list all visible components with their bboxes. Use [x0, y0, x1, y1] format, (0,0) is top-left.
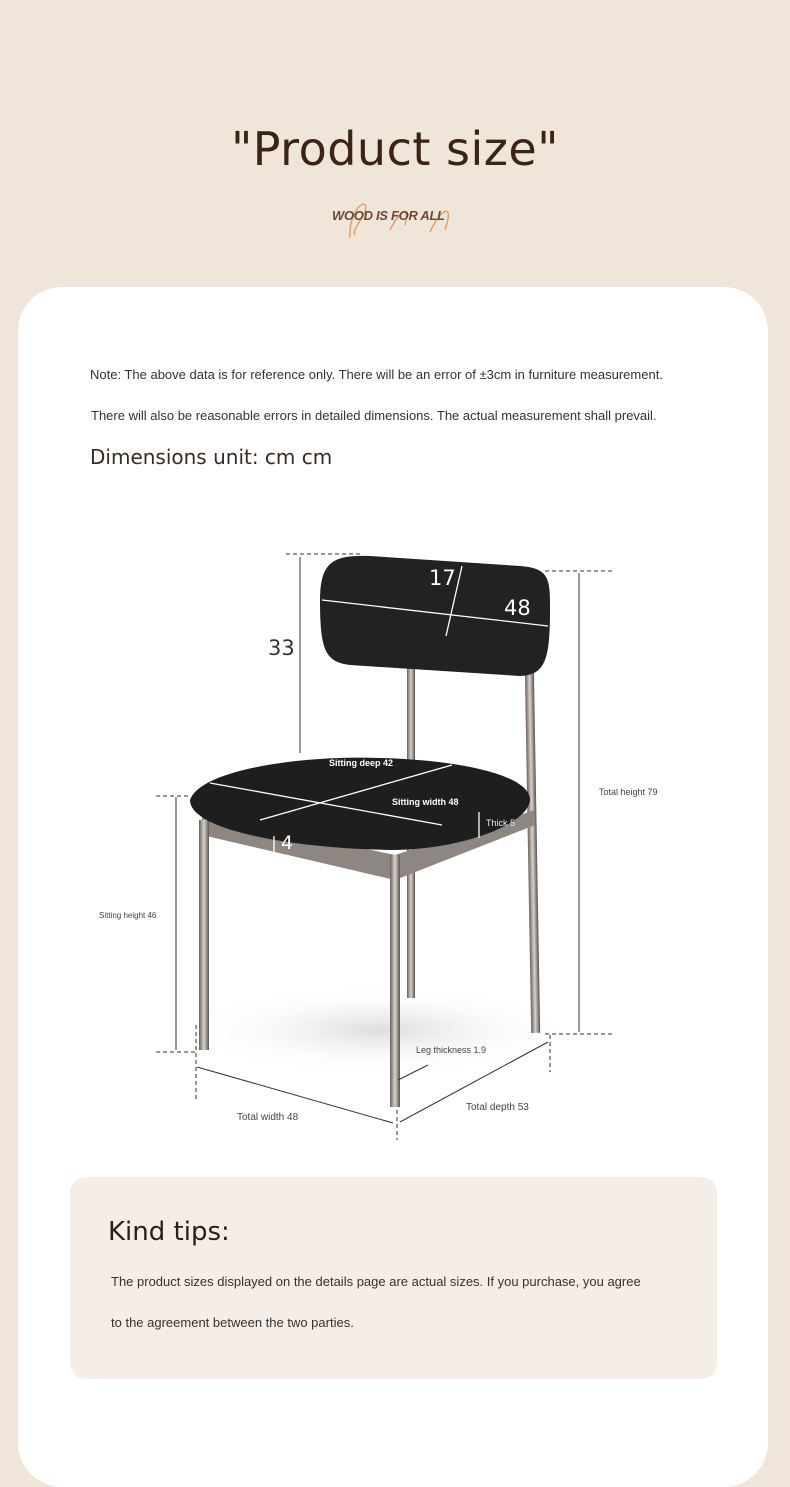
logo-text: WOOD IS FOR ALL	[332, 208, 445, 223]
sitting-height-label: Sitting height 46	[99, 911, 157, 920]
note-line-1: Note: The above data is for reference only. There will be an error of ±3cm in furniture measurement.	[90, 367, 663, 382]
total-depth-label: Total depth 53	[466, 1102, 529, 1113]
tips-title: Kind tips:	[108, 1217, 230, 1247]
front-left-leg	[199, 820, 209, 1050]
leg-thickness-label: Leg thickness 1.9	[416, 1045, 487, 1055]
total-width-label: Total width 48	[237, 1112, 299, 1123]
back-right-leg	[525, 665, 540, 1033]
note-line-2: There will also be reasonable errors in detailed dimensions. The actual measurement shall prevail.	[91, 408, 657, 423]
page-title: "Product size"	[231, 122, 559, 176]
sitting-deep-label: Sitting deep 42	[329, 758, 394, 768]
kind-tips-box	[70, 1177, 717, 1379]
front-right-leg	[390, 855, 400, 1107]
floor-shadow	[180, 985, 580, 1075]
tips-line-2: to the agreement between the two parties.	[111, 1315, 354, 1330]
backrest-height-label: 33	[268, 636, 295, 660]
frame-height-label: 4	[281, 832, 294, 854]
backrest-width-label: 48	[504, 596, 531, 620]
backrest-depth-label: 17	[429, 566, 456, 590]
total-height-label: Total height 79	[599, 787, 658, 797]
dimensions-unit: Dimensions unit: cm cm	[90, 445, 333, 469]
sitting-width-label: Sitting width 48	[392, 797, 459, 807]
thick-label: Thick 5	[486, 818, 516, 828]
tips-line-1: The product sizes displayed on the details page are actual sizes. If you purchase, you agree	[111, 1274, 641, 1289]
